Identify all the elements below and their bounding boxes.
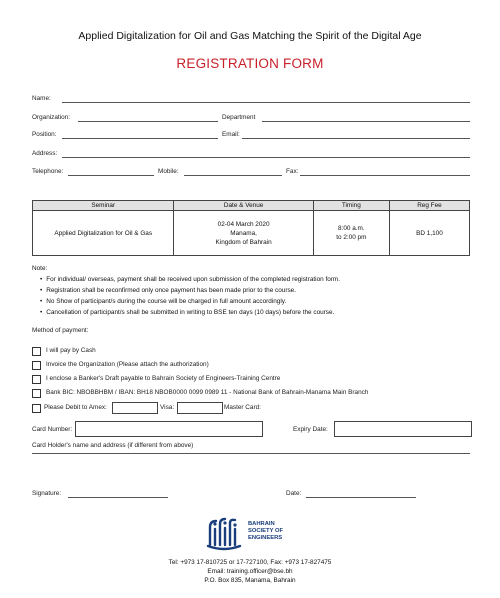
venue-city-line: Manama, [230,229,257,237]
footer-po-box: P.O. Box 835, Manama, Bahrain [204,577,296,584]
fee-cell: BD 1,100 [389,211,469,256]
invoice-option-label: Invoice the Organization (Please attach the authorization) [46,361,209,368]
telephone-label: Telephone: [32,168,64,175]
col-timing: Timing [313,201,389,211]
note-item: • No Show of participant/s during the course will be charged in full amount accordingly. [40,296,340,307]
document-title: Applied Digitalization for Oil and Gas Matching the Spirit of the Digital Age [78,30,422,42]
seminar-table [32,200,470,256]
amex-box[interactable] [112,402,158,414]
note-item: • Registration shall be reconfirmed only once payment has been made prior to the course. [40,285,340,296]
payment-heading: Method of payment: [32,327,89,334]
master-card-label: Master Card: [224,404,261,411]
date-line: 02-04 March 2020 [217,220,270,228]
signature-field[interactable] [68,497,168,498]
address-field[interactable] [62,157,470,158]
col-date-venue: Date & Venue [174,201,313,211]
cash-checkbox[interactable] [32,347,41,356]
logo-text [248,521,283,541]
notes-section [32,263,340,318]
position-field[interactable] [62,138,218,139]
timing-cell [313,211,389,256]
invoice-checkbox[interactable] [32,361,41,370]
telephone-field[interactable] [68,175,154,176]
col-seminar: Seminar [33,201,174,211]
logo-line-1: BAHRAIN [248,521,275,527]
department-label: Department [222,114,256,121]
footer-phone: Tel: +973 17-810725 or 17-727100, Fax: +973 17-827475 [168,559,332,566]
logo-line-2: SOCIETY OF [248,527,284,534]
position-label: Position: [32,131,57,138]
bankers-draft-checkbox[interactable] [32,375,41,384]
organization-field[interactable] [78,121,218,122]
cash-option-label: I will pay by Cash [46,347,96,354]
form-title: REGISTRATION FORM [176,56,324,71]
debit-checkbox[interactable] [32,404,41,413]
table-row [33,211,470,256]
card-holder-label: Card Holder's name and address (if different from above) [32,442,194,449]
expiry-date-label: Expiry Date: [293,426,328,433]
name-label: Name: [32,95,51,102]
seminar-cell: Applied Digitalization for Oil & Gas [33,211,174,256]
date-field[interactable] [306,497,416,498]
notes-list [32,274,340,318]
address-label: Address: [32,150,58,157]
footer-email: Email: training.officer@bse.bh [207,568,293,575]
col-reg-fee: Reg Fee [389,201,469,211]
fax-field[interactable] [300,175,470,176]
timing-end: to 2:00 pm [336,234,367,241]
debit-label: Please Debit to Amex: [44,404,107,411]
notes-heading: Note: [32,265,48,272]
card-number-input[interactable] [75,421,263,437]
note-item: • For individual/ overseas, payment shall be received upon submission of the completed registration form. [40,274,340,285]
email-field[interactable] [242,138,470,139]
visa-box[interactable] [177,402,223,414]
venue-country-line: Kingdom of Bahrain [215,238,272,246]
timing-start: 8:00 a.m. [338,225,365,232]
date-label: Date: [286,490,302,497]
fax-label: Fax: [286,168,299,175]
card-number-label: Card Number: [32,426,73,433]
organization-label: Organization: [32,114,71,121]
mobile-field[interactable] [184,175,282,176]
card-holder-field[interactable] [32,453,470,454]
visa-label: Visa: [160,404,175,411]
department-field[interactable] [262,121,470,122]
email-label: Email: [222,131,240,138]
logo-line-3: ENGINEERS [248,534,283,541]
contact-footer [0,558,500,585]
bank-transfer-checkbox[interactable] [32,389,41,398]
note-item: • Cancellation of participant/s shall be submitted in writing to BSE ten days (10 days) before the course. [40,307,340,318]
table-header-row [33,201,470,211]
expiry-date-input[interactable] [334,421,472,437]
mobile-label: Mobile: [158,168,179,175]
bse-logo-icon [204,515,244,551]
name-field[interactable] [62,102,470,103]
bank-transfer-option-label: Bank BIC: NBOBBHBM / IBAN: BH18 NBOB0000 0099 0989 11 - National Bank of Bahrain-Manama Main Branch [46,389,369,396]
signature-label: Signature: [32,490,62,497]
date-venue-cell [174,211,313,256]
bankers-draft-option-label: I enclose a Banker's Draft payable to Bahrain Society of Engineers-Training Centre [46,375,281,382]
